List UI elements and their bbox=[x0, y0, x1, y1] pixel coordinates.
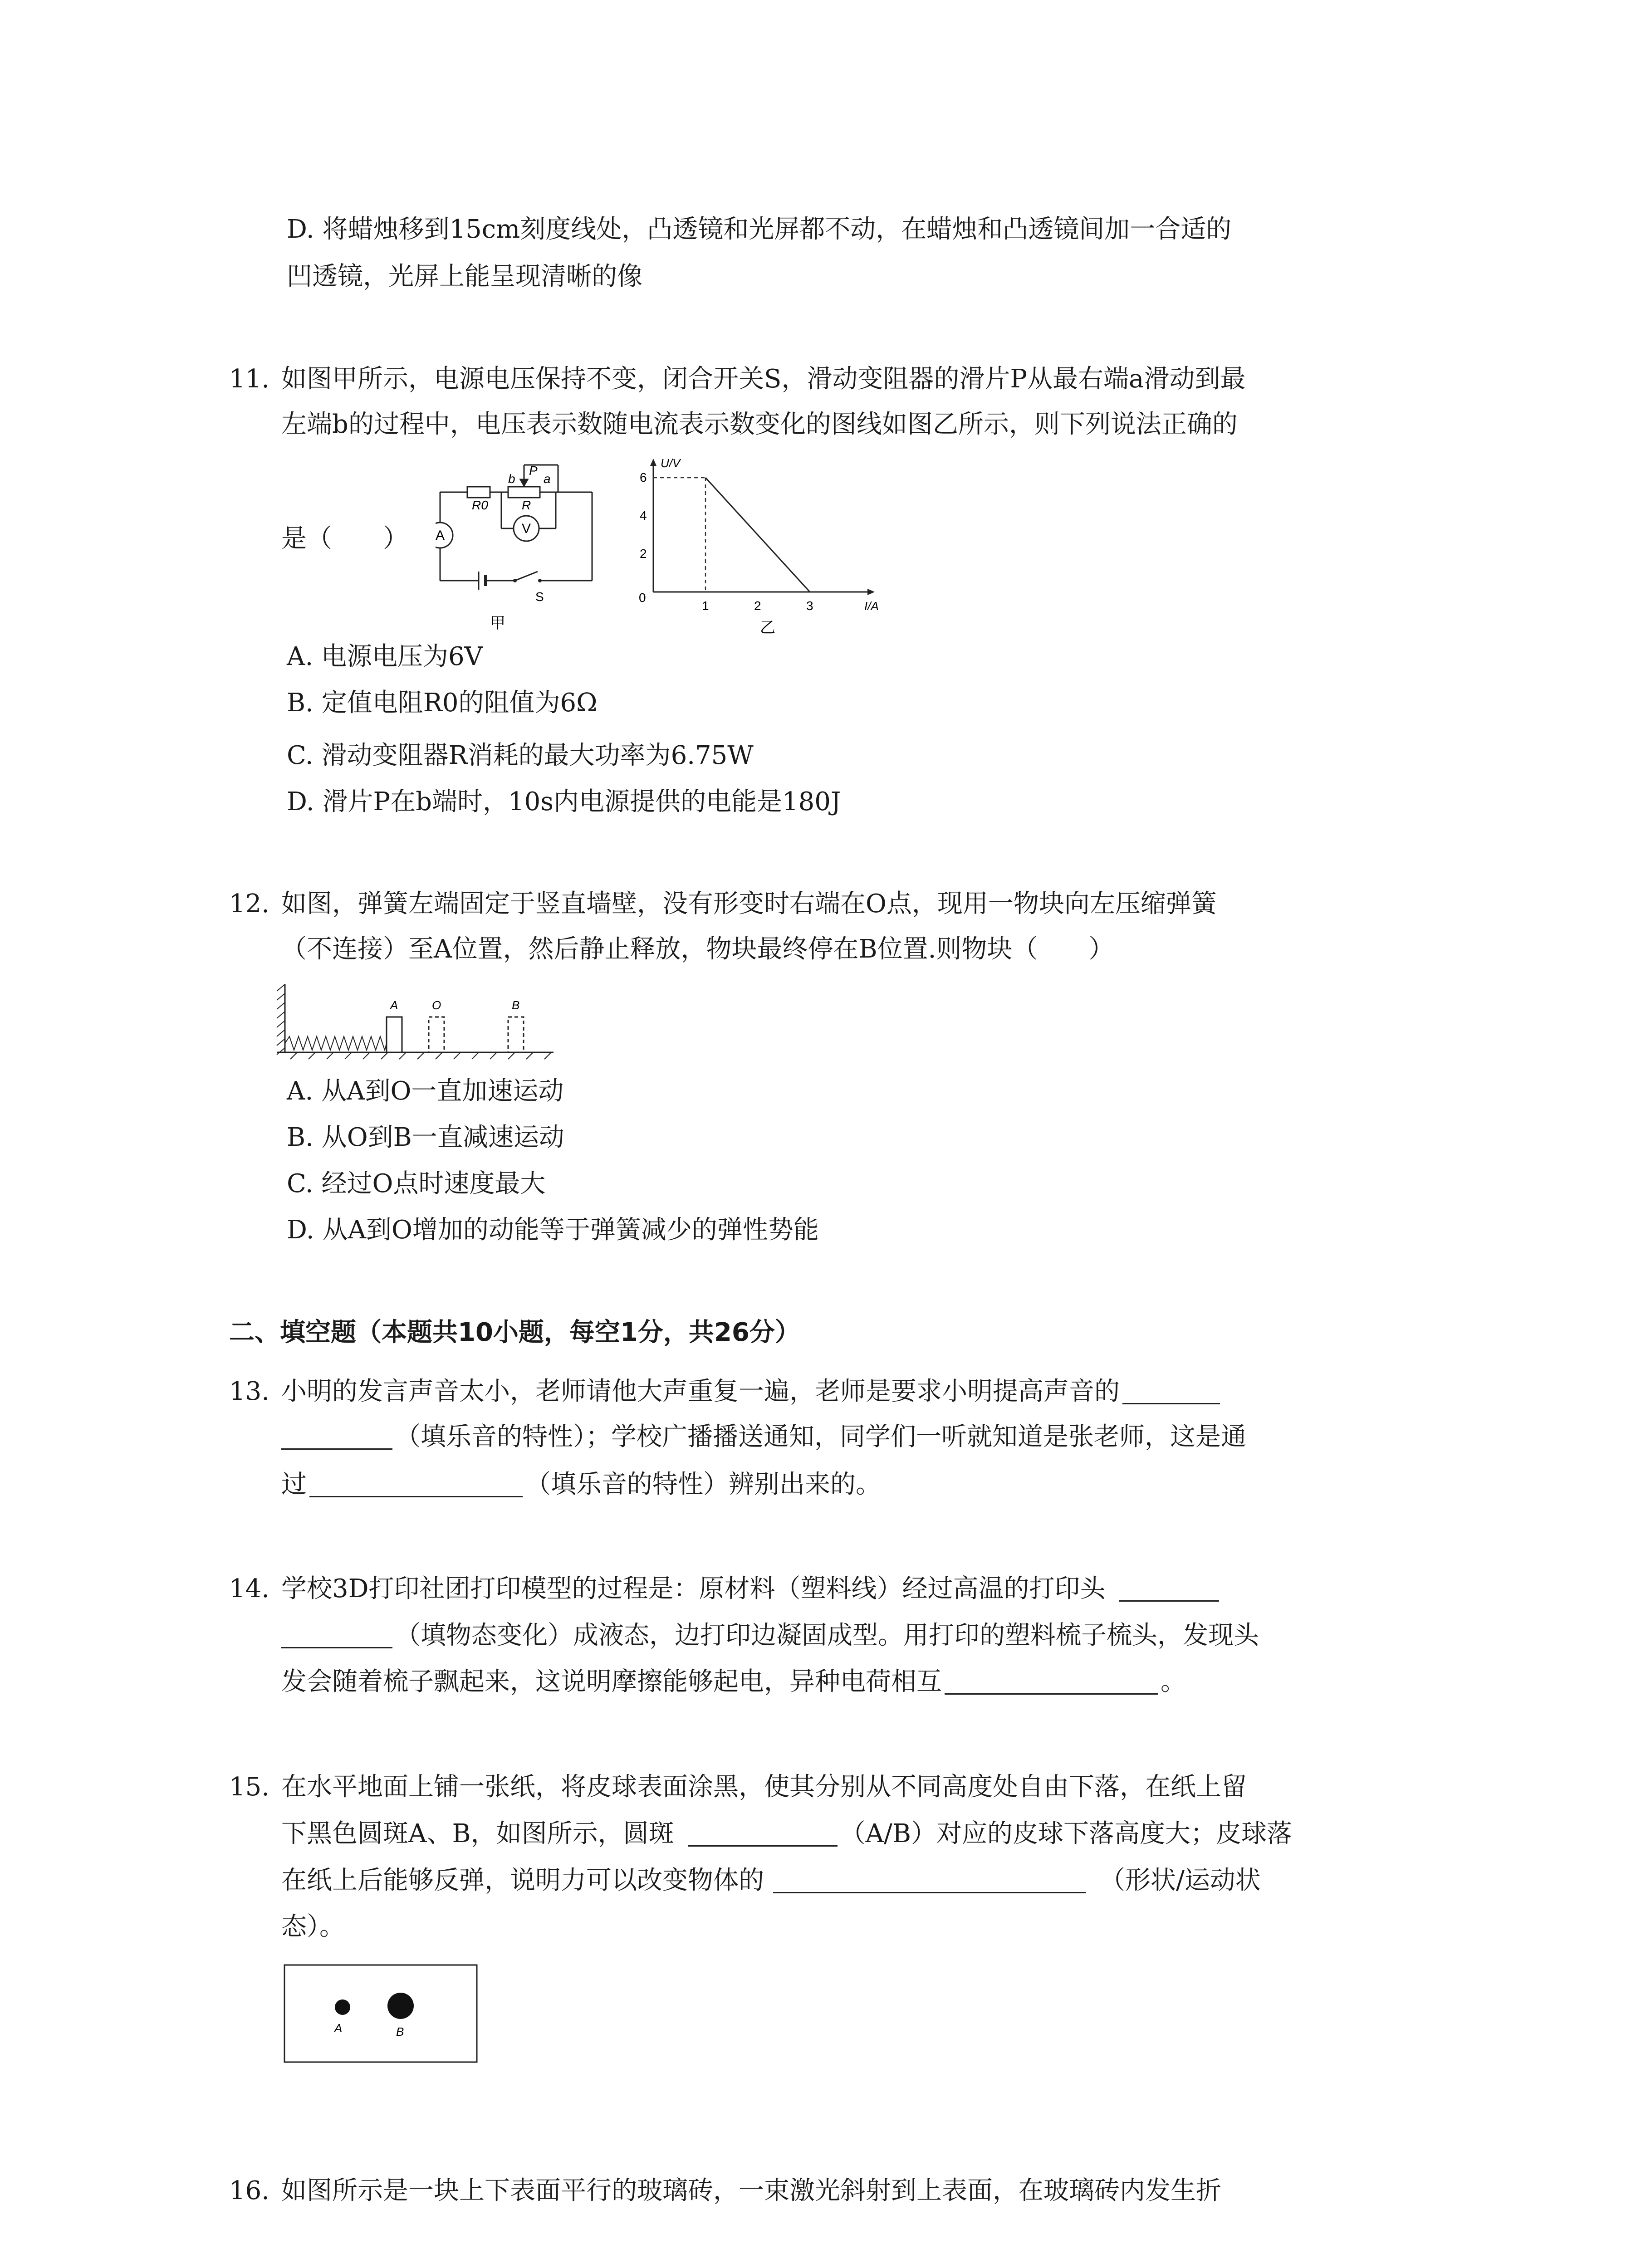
label-o: O bbox=[432, 998, 441, 1012]
x-tick-label: 3 bbox=[806, 599, 813, 613]
x-tick-label: 1 bbox=[702, 599, 709, 613]
label-voltmeter: V bbox=[522, 521, 531, 536]
q11-stem-line2: 左端b的过程中，电压表示数随电流表示数变化的图线如图乙所示，则下列说法正确的 bbox=[281, 410, 1238, 439]
spot-a bbox=[335, 1999, 350, 2015]
graph-y-label: U/V bbox=[661, 456, 681, 470]
label-a: A bbox=[334, 2021, 343, 2035]
q14-line2-text: （填物态变化）成液态，边打印边凝固成型。用打印的塑料梳子梳头，发现头 bbox=[395, 1621, 1259, 1650]
q10-option-d-line2: 凹透镜，光屏上能呈现清晰的像 bbox=[287, 262, 642, 291]
y-tick-label: 4 bbox=[640, 508, 647, 523]
q14-blank-2[interactable] bbox=[945, 1672, 1158, 1695]
q11-stem-line1: 如图甲所示，电源电压保持不变，闭合开关S，滑动变阻器的滑片P从最右端a滑动到最 bbox=[281, 364, 1246, 394]
q15-line1: 在水平地面上铺一张纸，将皮球表面涂黑，使其分别从不同高度处自由下落，在纸上留 bbox=[281, 1772, 1247, 1802]
q11-option-a: A. 电源电压为6V bbox=[287, 642, 483, 671]
q12-option-a: A. 从A到O一直加速运动 bbox=[287, 1076, 564, 1106]
q12-option-b: B. 从O到B一直减速运动 bbox=[287, 1123, 564, 1152]
q15-blank-1[interactable] bbox=[688, 1823, 838, 1847]
position-o bbox=[429, 1017, 444, 1052]
q13-line3-pre: 过 bbox=[281, 1470, 307, 1499]
q14-blank-1-cont[interactable] bbox=[281, 1625, 392, 1648]
q14-line1-text: 学校3D打印社团打印模型的过程是：原材料（塑料线）经过高温的打印头 bbox=[281, 1574, 1106, 1603]
q15-blank-2[interactable] bbox=[773, 1870, 1086, 1893]
q13-blank-1-cont[interactable] bbox=[281, 1427, 392, 1450]
data-line bbox=[705, 478, 810, 592]
position-b bbox=[508, 1017, 524, 1052]
q15-line4: 态）。 bbox=[281, 1912, 345, 1941]
label-ammeter: A bbox=[436, 528, 445, 543]
q14-blank-1[interactable] bbox=[1119, 1579, 1219, 1602]
y-tick-label: 2 bbox=[640, 547, 647, 561]
q12-stem-line2: （不连接）至A位置，然后静止释放，物块最终停在B位置.则物块（ ） bbox=[281, 934, 1114, 964]
q13-line2-text: （填乐音的特性）；学校广播播送通知，同学们一听就知道是张老师，这是通 bbox=[395, 1422, 1246, 1452]
q14-line3-post: 。 bbox=[1161, 1667, 1186, 1696]
q11-option-c: C. 滑动变阻器R消耗的最大功率为6.75W bbox=[287, 741, 754, 770]
q14-line1 bbox=[281, 1576, 1222, 1602]
graph-caption: 乙 bbox=[760, 619, 775, 636]
q12-option-c: C. 经过O点时速度最大 bbox=[287, 1169, 546, 1198]
q14-line2 bbox=[281, 1623, 1259, 1648]
q15-line3-pre: 在纸上后能够反弹，说明力可以改变物体的 bbox=[281, 1866, 764, 1895]
paper bbox=[284, 1965, 477, 2062]
q13-line2 bbox=[281, 1424, 1246, 1450]
q15-line2-pre: 下黑色圆斑A、B，如图所示，圆斑 bbox=[281, 1819, 674, 1848]
label-switch: S bbox=[535, 590, 544, 604]
q14-line3 bbox=[281, 1669, 1186, 1695]
label-r: R bbox=[522, 498, 531, 512]
q11-stem-line3: 是（ ） bbox=[281, 524, 408, 553]
spring bbox=[285, 1036, 387, 1050]
q11-option-d: D. 滑片P在b端时，10s内电源提供的电能是180J bbox=[287, 787, 841, 816]
section-heading: 二、填空题（本题共10小题，每空1分，共26分） bbox=[229, 1318, 800, 1347]
q13-blank-2[interactable] bbox=[309, 1474, 523, 1497]
y-tick-label: 6 bbox=[640, 470, 647, 484]
q15-line3 bbox=[281, 1868, 1261, 1893]
graph-x-label: I/A bbox=[864, 599, 879, 613]
q13-blank-1[interactable] bbox=[1122, 1381, 1220, 1404]
block-a bbox=[387, 1017, 402, 1052]
label-b: b bbox=[508, 472, 515, 486]
label-p: P bbox=[529, 464, 538, 478]
q13-line3-post: （填乐音的特性）辨别出来的。 bbox=[525, 1470, 881, 1499]
q11-number: 11. bbox=[229, 364, 270, 394]
q12-stem-line1: 如图，弹簧左端固定于竖直墙壁，没有形变时右端在O点，现用一物块向左压缩弹簧 bbox=[281, 889, 1217, 919]
label-b: B bbox=[512, 998, 520, 1012]
q11-ui-graph bbox=[617, 456, 889, 646]
q16-number: 16. bbox=[229, 2176, 270, 2205]
q11-circuit-diagram bbox=[436, 456, 608, 637]
q15-paper-figure bbox=[284, 1964, 479, 2064]
q15-line2-post: （A/B）对应的皮球下落高度大；皮球落 bbox=[840, 1819, 1293, 1848]
q12-option-d: D. 从A到O增加的动能等于弹簧减少的弹性势能 bbox=[287, 1215, 819, 1245]
q14-number: 14. bbox=[229, 1574, 270, 1603]
label-a: a bbox=[544, 472, 551, 486]
q15-line2 bbox=[281, 1821, 1292, 1847]
q12-number: 12. bbox=[229, 889, 270, 919]
label-a: A bbox=[390, 998, 398, 1012]
x-tick-label: 2 bbox=[754, 599, 761, 613]
label-r0: R0 bbox=[472, 498, 488, 512]
graph-origin: 0 bbox=[639, 591, 646, 605]
q12-spring-figure bbox=[272, 980, 563, 1070]
label-b: B bbox=[396, 2025, 404, 2038]
q11-option-b: B. 定值电阻R0的阻值为6Ω bbox=[287, 688, 598, 718]
q15-line3-post: （形状/运动状 bbox=[1100, 1866, 1261, 1895]
q10-option-d-line1: D. 将蜡烛移到15cm刻度线处，凸透镜和光屏都不动，在蜡烛和凸透镜间加一合适的 bbox=[287, 215, 1232, 244]
circuit-caption: 甲 bbox=[490, 615, 505, 632]
q13-line1 bbox=[281, 1379, 1223, 1404]
q14-line3-pre: 发会随着梳子飘起来，这说明摩擦能够起电，异种电荷相互 bbox=[281, 1667, 942, 1696]
spot-b bbox=[387, 1993, 414, 2019]
q13-number: 13. bbox=[229, 1377, 270, 1406]
q13-line3 bbox=[281, 1472, 881, 1497]
q15-number: 15. bbox=[229, 1772, 270, 1802]
q16-line1: 如图所示是一块上下表面平行的玻璃砖，一束激光斜射到上表面，在玻璃砖内发生折 bbox=[281, 2176, 1221, 2205]
q13-line1-text: 小明的发言声音太小，老师请他大声重复一遍，老师是要求小明提高声音的 bbox=[281, 1377, 1120, 1406]
